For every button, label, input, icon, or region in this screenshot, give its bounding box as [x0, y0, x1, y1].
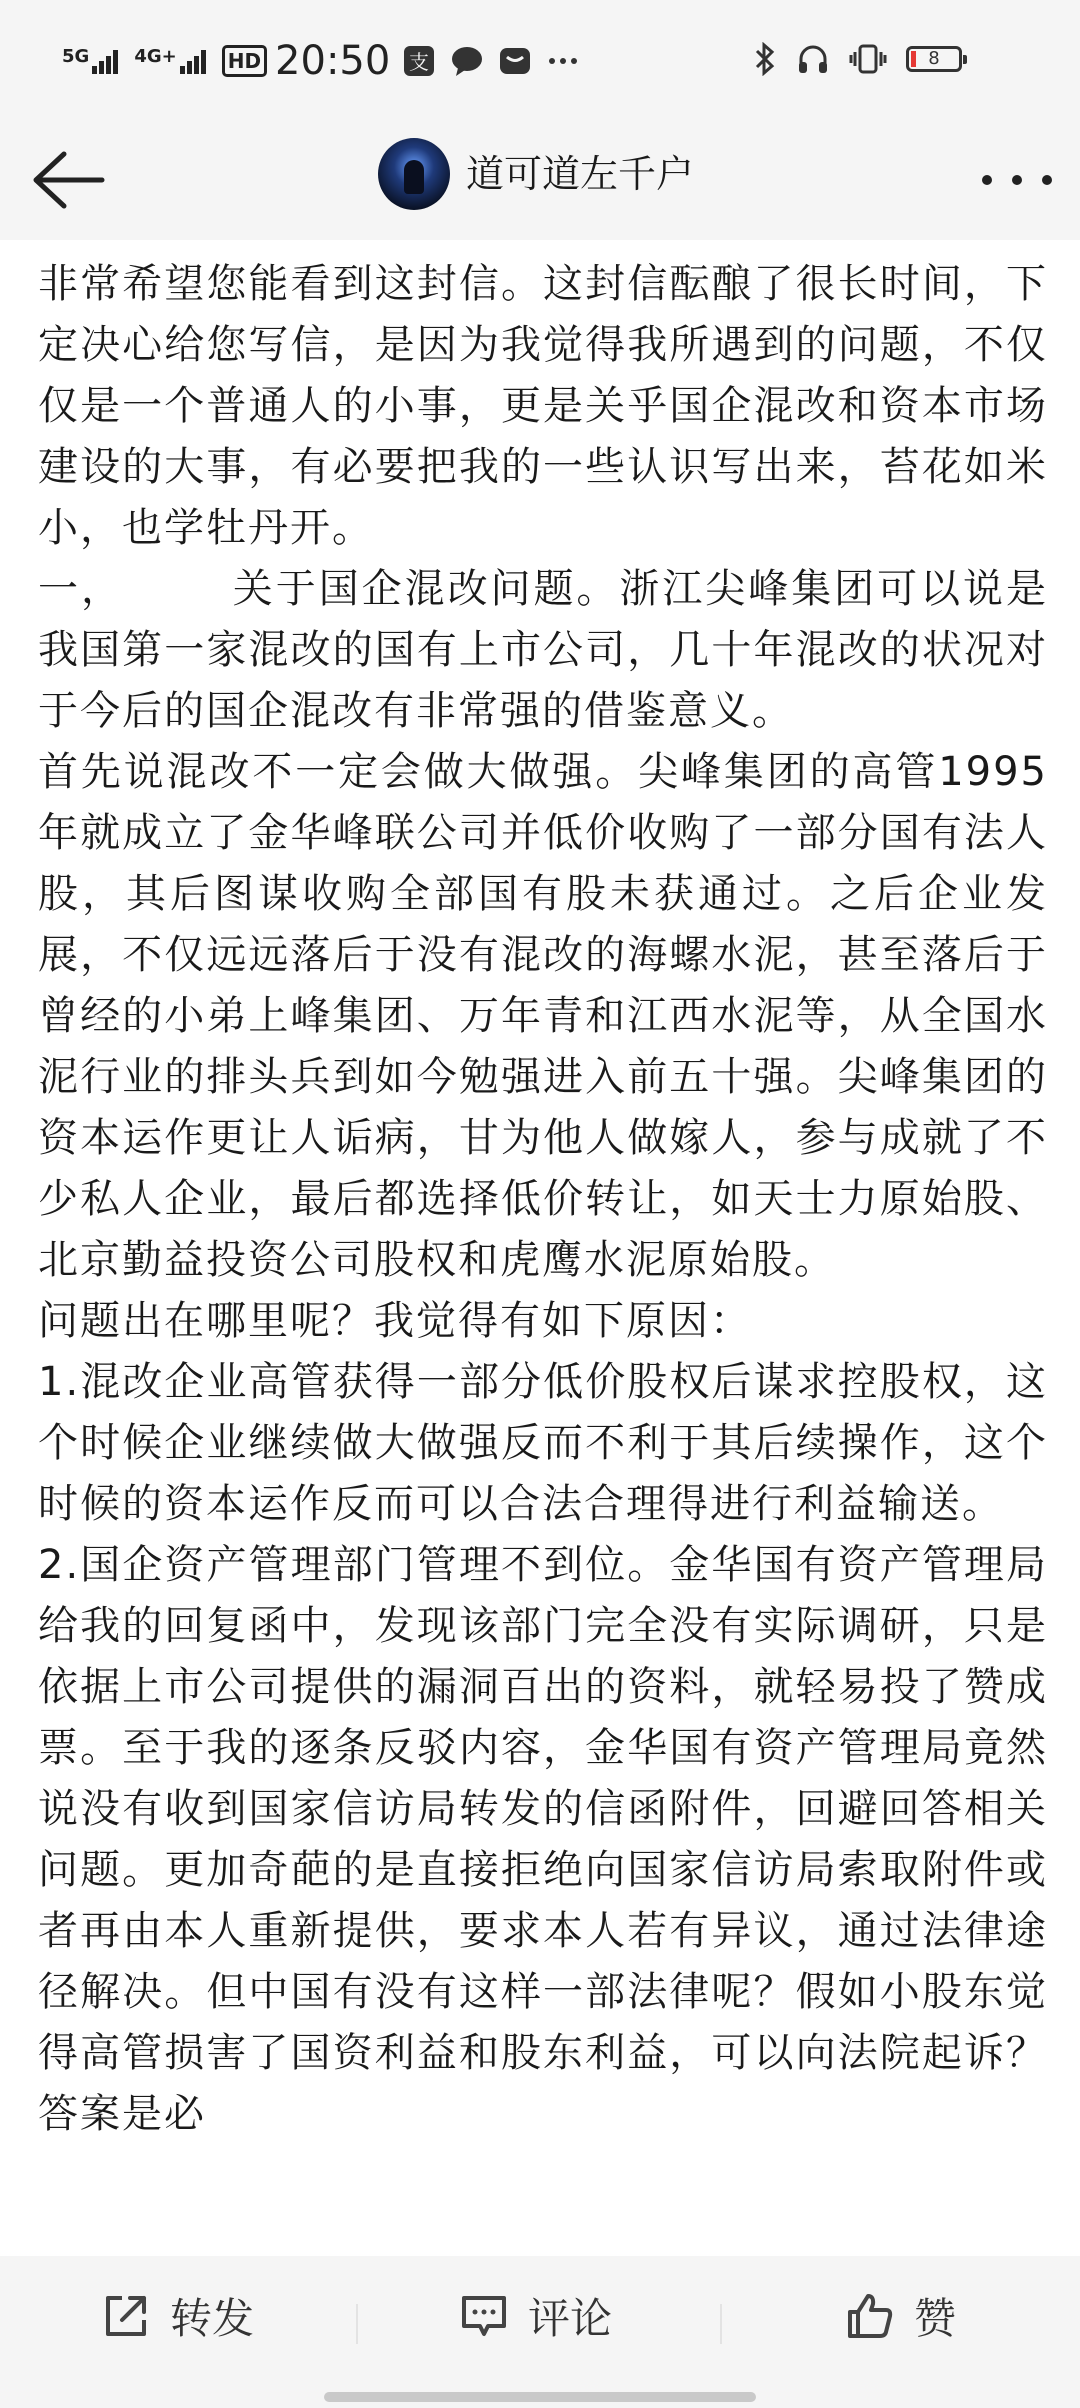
article-paragraph-clipped: [38, 240, 1048, 254]
home-indicator[interactable]: [324, 2392, 756, 2402]
sim2-label: 4G+: [134, 46, 177, 67]
message-box-icon: [498, 44, 532, 78]
article-paragraph: 一， 关于国企混改问题。浙江尖峰集团可以说是我国第一家混改的国有上市公司，几十年混改的状况对于今后的国企混改有非常强的借鉴意义。: [38, 566, 1048, 734]
like-label: 赞: [914, 2294, 957, 2343]
alipay-icon: [402, 44, 436, 78]
account-name[interactable]: 道可道左千户: [466, 152, 695, 196]
status-time: 20:50: [275, 38, 391, 84]
bluetooth-icon: [752, 42, 778, 76]
article-paragraph: 1.混改企业高管获得一部分低价股权后谋求控股权，这个时候企业继续做大做强反而不利于其后续操作，这个时候的资本运作反而可以合法合理得进行利益输送。: [38, 1359, 1048, 1527]
sim1-label: 5G: [62, 46, 90, 67]
svg-text:支: 支: [409, 50, 430, 74]
article-paragraph: 首先说混改不一定会做大做强。尖峰集团的高管1995年就成立了金华峰联公司并低价收购了一部分国有法人股，其后图谋收购全部国有股未获通过。之后企业发展，不仅远远落后于没有混改的海螺水泥，甚至落后于曾经的小弟上峰集团、万年青和江西水泥等，从全国水泥行业的排头兵到如今勉强进入前五十强。尖峰集团的资本运作更让人诟病，甘为他人做嫁人，参与成就了不少私人企业，最后都选择低价转让，如天士力原始股、北京勤益投资公司股权和虎鹰水泥原始股。: [38, 749, 1048, 1283]
comment-label: 评论: [528, 2294, 613, 2343]
status-bar: [0, 0, 1080, 120]
article-paragraph: 非常希望您能看到这封信。这封信酝酿了很长时间，下定决心给您写信，是因为我觉得我所遇到的问题，不仅仅是一个普通人的小事，更是关乎国企混改和资本市场建设的大事，有必要把我的一些认识写出来，苔花如米小，也学牡丹开。: [38, 261, 1048, 551]
share-button[interactable]: [100, 2286, 254, 2346]
article-paragraph: 问题出在哪里呢？我觉得有如下原因：: [38, 1298, 752, 1344]
back-arrow-icon[interactable]: [24, 140, 110, 220]
battery-icon: 8: [906, 46, 962, 72]
bottom-action-bar: [0, 2256, 1080, 2408]
more-dots-icon: [546, 44, 580, 78]
status-left-group: [62, 38, 594, 84]
article-body: [38, 240, 1048, 2256]
thumbs-up-icon: [844, 2290, 896, 2342]
sim2-signal-icon: [134, 48, 207, 74]
more-icon[interactable]: [982, 160, 1052, 200]
headphones-icon: [796, 42, 830, 76]
hd-voice-icon: HD: [222, 45, 267, 77]
vibrate-icon: [848, 42, 888, 76]
divider: [356, 2304, 358, 2344]
sim1-signal-icon: [62, 48, 120, 74]
chat-bubble-icon: [450, 44, 484, 78]
status-right-group: [752, 42, 962, 76]
avatar[interactable]: [378, 138, 450, 210]
nav-bar: [0, 120, 1080, 240]
divider: [720, 2304, 722, 2344]
like-button[interactable]: [844, 2286, 956, 2346]
comment-icon: [458, 2290, 510, 2342]
comment-button[interactable]: [458, 2286, 612, 2346]
article-paragraph: 2.国企资产管理部门管理不到位。金华国有资产管理局给我的回复函中，发现该部门完全没有实际调研，只是依据上市公司提供的漏洞百出的资料，就轻易投了赞成票。至于我的逐条反驳内容，金华国有资产管理局竟然说没有收到国家信访局转发的信函附件，回避回答相关问题。更加奇葩的是直接拒绝向国家信访局索取附件或者再由本人重新提供，要求本人若有异议，通过法律途径解决。但中国有没有这样一部法律呢？假如小股东觉得高管损害了国资利益和股东利益，可以向法院起诉？答案是必: [38, 1542, 1048, 2137]
share-icon: [100, 2290, 152, 2342]
article-content: [38, 240, 1048, 2145]
share-label: 转发: [170, 2294, 255, 2343]
